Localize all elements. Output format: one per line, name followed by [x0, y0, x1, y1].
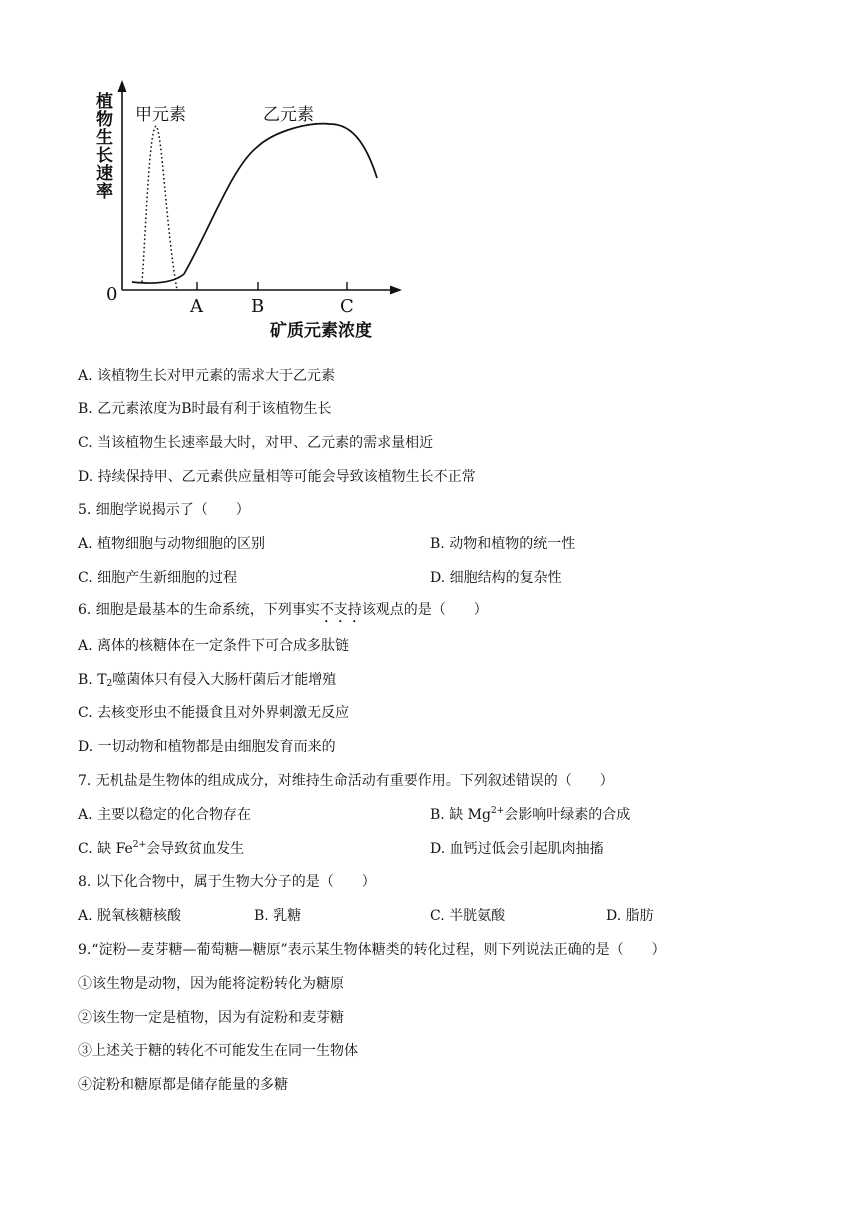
series-yi-label: 乙元素	[263, 105, 314, 125]
x-tick-label-b: B	[251, 296, 265, 317]
q6-stem-pre: 6. 细胞是最基本的生命系统，下列事实	[78, 602, 320, 618]
q7-option-b-sup: 2+	[490, 806, 505, 816]
q6-option-b-post: 噬菌体只有侵入大肠杆菌后才能增殖	[112, 672, 337, 688]
series-jia-label: 甲元素	[135, 105, 186, 125]
y-axis-label: 植物生长速率	[92, 92, 112, 200]
q8-option-c: C. 半胱氨酸	[430, 908, 506, 924]
q6-option-b-sub: 2	[106, 679, 113, 689]
q9-statement-3: ③上述关于糖的转化不可能发生在同一生物体	[78, 1043, 358, 1059]
q7-option-b-pre: B. 缺 Mg	[430, 807, 491, 823]
q9-statement-2: ②该生物一定是植物，因为有淀粉和麦芽糖	[78, 1010, 344, 1026]
q8-option-b: B. 乳糖	[254, 908, 302, 924]
q7-stem: 7. 无机盐是生物体的组成成分，对维持生命活动有重要作用。下列叙述错误的（ ）	[78, 773, 614, 789]
q5-stem: 5. 细胞学说揭示了（ ）	[78, 502, 250, 518]
growth-rate-chart	[80, 78, 420, 348]
q6-option-b	[78, 670, 336, 690]
q7-option-c-pre: C. 缺 Fe	[78, 841, 133, 857]
q7-option-b	[430, 805, 630, 825]
origin-label: 0	[106, 284, 118, 305]
q5-option-c: C. 细胞产生新细胞的过程	[78, 570, 238, 586]
x-axis-arrow	[390, 286, 402, 295]
q7-option-c	[78, 839, 244, 859]
q6-option-c: C. 去核变形虫不能摄食且对外界刺激无反应	[78, 705, 350, 721]
q5-option-a: A. 植物细胞与动物细胞的区别	[78, 536, 266, 552]
x-tick-label-a: A	[190, 296, 203, 317]
q5-option-d: D. 细胞结构的复杂性	[430, 570, 562, 586]
growth-rate-figure	[80, 78, 420, 348]
q5-option-b: B. 动物和植物的统一性	[430, 536, 576, 552]
q6-stem-post: 该观点的是（ ）	[361, 602, 488, 618]
q7-option-c-sup: 2+	[132, 840, 147, 850]
q4-option-c: C. 当该植物生长速率最大时，对甲、乙元素的需求量相近	[78, 435, 434, 451]
q4-option-d: D. 持续保持甲、乙元素供应量相等可能会导致该植物生长不正常	[78, 469, 476, 485]
series-yi-curve	[132, 124, 377, 283]
q9-statement-1: ①该生物是动物，因为能将淀粉转化为糖原	[78, 976, 344, 992]
q7-option-d: D. 血钙过低会引起肌肉抽搐	[430, 841, 604, 857]
q6-option-a: A. 离体的核糖体在一定条件下可合成多肽链	[78, 638, 350, 654]
q8-option-d: D. 脂肪	[606, 908, 654, 924]
series-jia-curve	[142, 126, 177, 290]
q4-option-b: B. 乙元素浓度为B时最有利于该植物生长	[78, 401, 332, 417]
q6-option-d: D. 一切动物和植物都是由细胞发育而来的	[78, 739, 336, 755]
x-tick-label-c: C	[340, 296, 354, 317]
q7-option-b-post: 会影响叶绿素的合成	[504, 807, 631, 823]
q6-option-b-pre: B. T	[78, 672, 107, 688]
q6-stem	[78, 600, 488, 626]
q7-option-a: A. 主要以稳定的化合物存在	[78, 807, 252, 823]
q8-stem: 8. 以下化合物中，属于生物大分子的是（ ）	[78, 874, 376, 890]
q4-option-a: A. 该植物生长对甲元素的需求大于乙元素	[78, 368, 336, 384]
x-axis-label: 矿质元素浓度	[270, 321, 372, 341]
q8-option-a: A. 脱氧核糖核酸	[78, 908, 182, 924]
q9-statement-4: ④淀粉和糖原都是储存能量的多糖	[78, 1077, 288, 1093]
q6-stem-emphasis: 不支持	[319, 602, 362, 618]
q9-stem: 9.“淀粉—麦芽糖—葡萄糖—糖原”表示某生物体糖类的转化过程，则下列说法正确的是（ ）	[78, 942, 666, 958]
q7-option-c-post: 会导致贫血发生	[146, 841, 245, 857]
y-axis-arrow	[118, 80, 127, 92]
